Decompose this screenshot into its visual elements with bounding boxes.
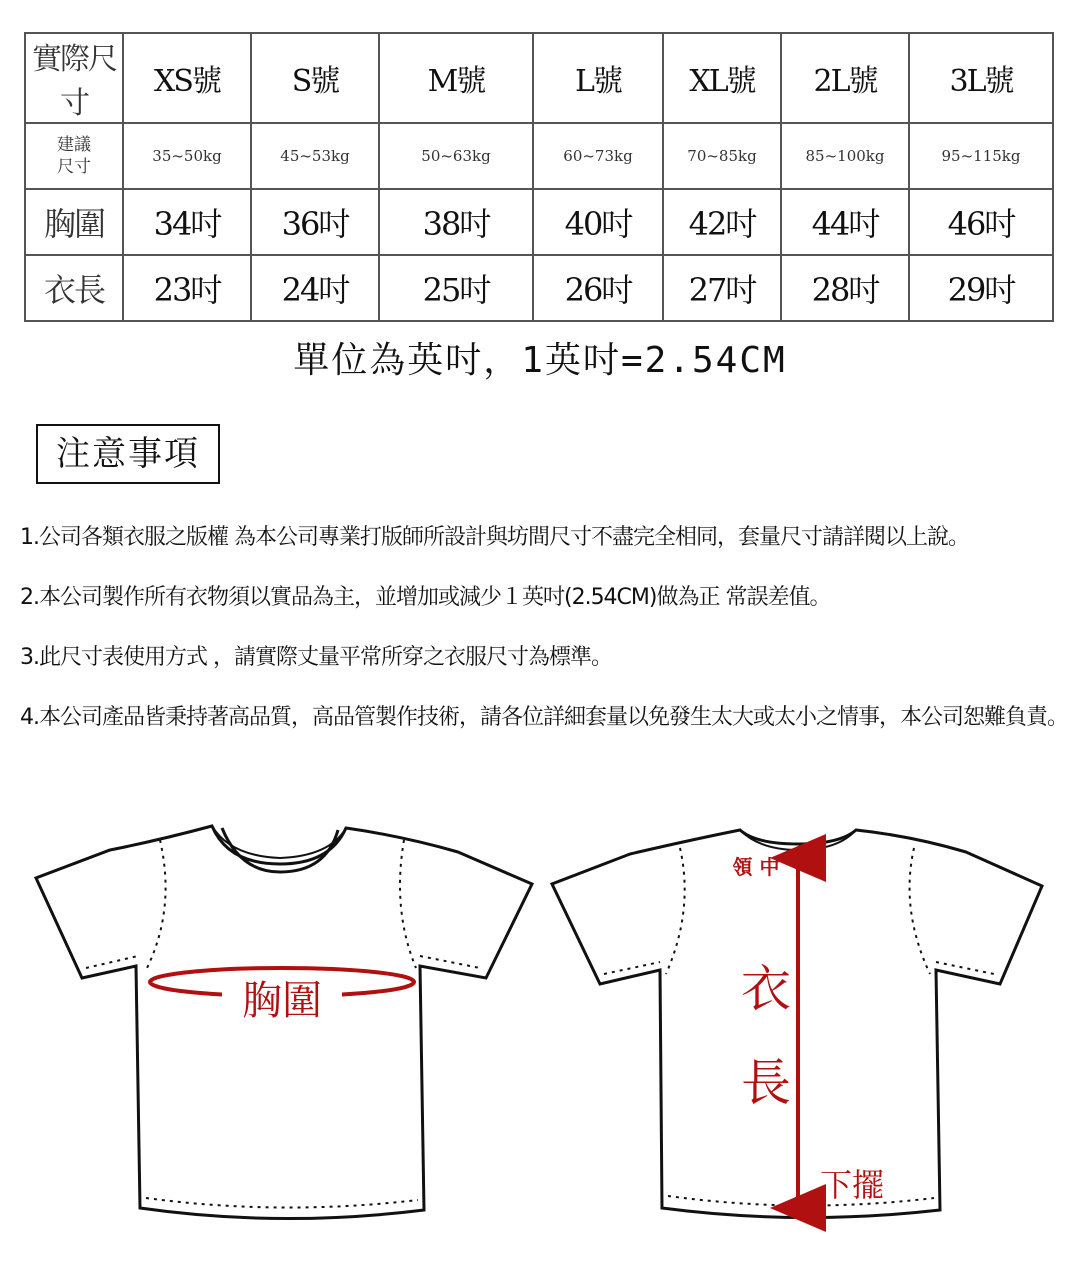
chest-cell: 36吋	[251, 189, 379, 255]
size-chart-table	[24, 32, 1054, 322]
length-row	[25, 255, 1053, 321]
length-cell: 27吋	[663, 255, 781, 321]
length-cell: 26吋	[533, 255, 663, 321]
note-item: 2.本公司製作所有衣物須以實品為主，並增加或減少１英吋(2.54CM)做為正 常誤差值。	[20, 585, 831, 610]
header-label-cell: 實際尺寸	[25, 33, 123, 123]
length-cell: 25吋	[379, 255, 533, 321]
weight-label-line1: 建議	[57, 135, 91, 155]
weight-cell: 50~63kg	[379, 123, 533, 189]
weight-row	[25, 123, 1053, 189]
hem-label: 下擺	[819, 1166, 885, 1204]
back-shirt-drawing	[552, 830, 1042, 1218]
collar-center-label: 領 中	[732, 855, 780, 879]
weight-cell: 35~50kg	[123, 123, 251, 189]
size-header-cell: XS號	[123, 33, 251, 123]
size-header-cell: S號	[251, 33, 379, 123]
weight-cell: 95~115kg	[909, 123, 1053, 189]
size-header-cell: L號	[533, 33, 663, 123]
length-label-char1: 衣	[741, 960, 791, 1018]
weight-cell: 70~85kg	[663, 123, 781, 189]
chest-cell: 38吋	[379, 189, 533, 255]
front-shirt-drawing	[36, 826, 532, 1219]
size-header-row	[25, 33, 1053, 123]
size-header-cell: M號	[379, 33, 533, 123]
note-item: 3.此尺寸表使用方式 ，請實際丈量平常所穿之衣服尺寸為標準。	[20, 645, 612, 670]
measurement-diagram	[0, 800, 1080, 1260]
length-cell: 23吋	[123, 255, 251, 321]
chest-cell: 34吋	[123, 189, 251, 255]
weight-cell: 85~100kg	[781, 123, 909, 189]
chest-cell: 46吋	[909, 189, 1053, 255]
note-item: 4.本公司產品皆秉持著高品質，高品管製作技術，請各位詳細套量以免發生太大或太小之情事，本公司恕難負責。	[20, 705, 1068, 730]
unit-conversion-note: 單位為英吋，1英吋=2.54CM	[293, 340, 787, 381]
note-item: 1.公司各類衣服之版權 為本公司專業打版師所設計與坊間尺寸不盡完全相同，套量尺寸請詳閱以上說。	[20, 525, 969, 550]
size-header-cell: XL號	[663, 33, 781, 123]
chest-cell: 42吋	[663, 189, 781, 255]
size-header-cell: 3L號	[909, 33, 1053, 123]
notes-list	[20, 518, 1070, 758]
length-cell: 29吋	[909, 255, 1053, 321]
weight-cell: 45~53kg	[251, 123, 379, 189]
notes-title: 注意事項	[36, 424, 220, 484]
weight-row-label	[25, 123, 123, 189]
chest-cell: 40吋	[533, 189, 663, 255]
length-cell: 24吋	[251, 255, 379, 321]
length-label-char2: 長	[741, 1054, 791, 1112]
weight-label-line2: 尺寸	[57, 157, 91, 177]
chest-measure-label: 胸圍	[242, 978, 322, 1024]
chest-cell: 44吋	[781, 189, 909, 255]
size-header-cell: 2L號	[781, 33, 909, 123]
weight-cell: 60~73kg	[533, 123, 663, 189]
length-cell: 28吋	[781, 255, 909, 321]
length-row-label: 衣長	[25, 255, 123, 321]
chest-row-label: 胸圍	[25, 189, 123, 255]
chest-row	[25, 189, 1053, 255]
